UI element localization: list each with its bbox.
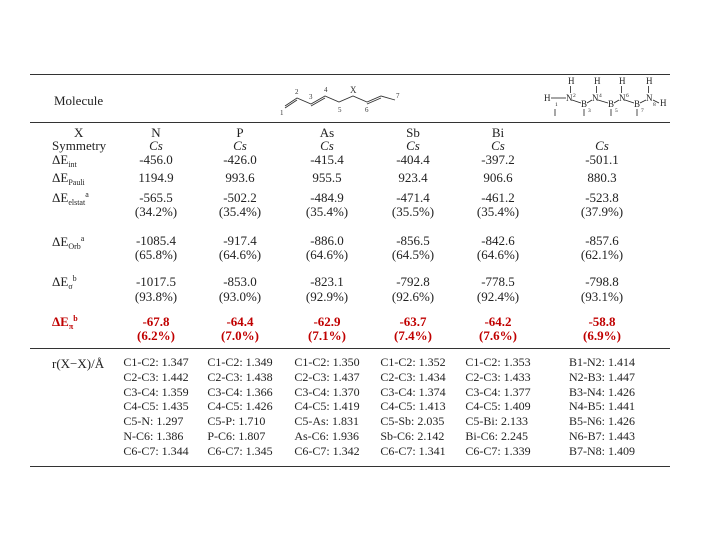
de-sigma-percent: (92.6%) [391,289,435,304]
de-pauli-value: 880.3 [587,170,617,185]
atom-h: H [544,93,551,103]
de-int-value: -415.4 [310,152,344,167]
atom-index: 1 [555,102,558,108]
de-sigma-percent: (92.9%) [305,289,349,304]
atom-index: 5 [615,108,618,114]
bond-length-entry: N-C6: 1.386 [123,428,184,443]
bond-length-entry: C6-C7: 1.345 [207,443,273,458]
bond-length-entry: C4-C5: 1.413 [380,399,446,414]
symmetry-value: Cs [406,138,420,153]
de-pauli-value: 923.4 [398,170,428,185]
bond-length-entry: C3-C4: 1.366 [207,384,273,399]
bond-length-entry: C5-P: 1.710 [207,414,266,429]
energy-decomposition-table [30,74,670,467]
row-label-de-elstat: $\Delta E_{elstat}^a$ [52,190,89,207]
de-elstat-percent: (35.4%) [218,204,262,219]
de-sigma-value: -778.5 [481,274,515,289]
de-elstat-value: -484.9 [310,190,344,205]
bond-length-entry: C2-C3: 1.437 [294,369,360,384]
symmetry-value: Cs [149,138,163,153]
row-label-de-orb: $\Delta E_{Orb}^a$ [52,234,85,251]
de-pi-percent: (7.6%) [479,328,517,343]
de-elstat-value: -565.5 [139,190,173,205]
de-orb-value: -856.5 [396,233,430,248]
de-elstat-value: -461.2 [481,190,515,205]
atom-index: 6 [626,93,629,99]
de-int-value: -426.0 [223,152,257,167]
bond-length-entry: C3-C4: 1.374 [380,384,446,399]
atom-n: N [566,93,573,103]
atom-index: 3 [588,108,591,114]
de-orb-value: -886.0 [310,233,344,248]
de-pauli-value: 993.6 [225,170,255,185]
de-pauli-value: 1194.9 [138,170,174,185]
de-pi-value: -67.8 [142,314,170,329]
symmetry-value: Cs [320,138,334,153]
de-elstat-percent: (35.4%) [305,204,349,219]
atom-n: N [592,93,599,103]
symmetry-value: Cs [233,138,247,153]
bond-length-entry: N6-B7: 1.443 [569,428,635,443]
de-orb-percent: (64.5%) [391,247,435,262]
atom-index: 4 [599,93,602,99]
column-header-bi: Bi [491,125,505,140]
bond-length-entry: N2-B3: 1.447 [569,369,635,384]
bond-length-entry: C3-C4: 1.359 [123,384,189,399]
polyene-structure-diagram [275,84,410,117]
diagram-label: 4 [324,86,328,94]
bond-length-entry: C1-C2: 1.347 [123,355,189,369]
bond-length-entry: B5-N6: 1.426 [569,414,635,429]
de-pi-percent: (7.1%) [308,328,346,343]
symmetry-label: Symmetry [52,138,107,153]
de-elstat-value: -523.8 [585,190,619,205]
molecule-label: Molecule [54,93,104,108]
de-pi-value: -64.2 [484,314,512,329]
atom-h: H [646,76,653,86]
de-pauli-value: 906.6 [483,170,513,185]
column-header-p: P [236,125,244,140]
diagram-label: 7 [396,92,400,100]
de-sigma-percent: (93.0%) [218,289,262,304]
de-int-value: -397.2 [481,152,515,167]
atom-n: N [619,93,626,103]
table-bottom-rule [30,466,670,467]
bond-length-entry: C1-C2: 1.352 [380,355,446,369]
bond-length-entry: B1-N2: 1.414 [569,355,635,369]
de-pi-value: -63.7 [399,314,427,329]
bond-length-entry: C3-C4: 1.377 [465,384,531,399]
row-label-de-pauli: $\Delta E_{Pauli}$ [52,170,85,187]
column-header-as: As [319,125,335,140]
de-orb-value: -917.4 [223,233,257,248]
symmetry-value: Cs [595,138,609,153]
de-pi-value: -62.9 [313,314,341,329]
de-elstat-percent: (35.5%) [391,204,435,219]
bond-length-entry: B7-N8: 1.409 [569,443,635,458]
de-pauli-value: 955.5 [312,170,342,185]
bond-length-entry: C5-Bi: 2.133 [465,414,528,429]
atom-h: H [568,76,575,86]
bn-chain-structure-diagram [542,76,667,122]
bond-length-entry: C6-C7: 1.341 [380,443,446,458]
de-orb-percent: (64.6%) [218,247,262,262]
de-pi-value: -58.8 [588,314,616,329]
de-int-value: -501.1 [585,152,619,167]
x-label: X [74,125,84,140]
atom-b: B [608,99,615,109]
atom-h: H [619,76,626,86]
de-sigma-value: -823.1 [310,274,344,289]
diagram-label: 2 [295,88,299,96]
row-label-de-pi: $\Delta E_\pi^b$ [52,314,78,331]
bond-length-entry: C1-C2: 1.353 [465,355,531,369]
header-divider-rule [30,122,670,123]
diagram-label: 3 [309,93,313,101]
de-pi-percent: (7.0%) [221,328,259,343]
diagram-label: 1 [280,109,284,117]
de-pi-value: -64.4 [226,314,254,329]
de-sigma-value: -853.0 [223,274,257,289]
bond-length-entry: C4-C5: 1.409 [465,399,531,414]
bond-length-entry: C1-C2: 1.349 [207,355,273,369]
diagram-label: 5 [338,106,342,114]
bond-length-entry: C6-C7: 1.344 [123,443,189,458]
de-orb-percent: (64.6%) [476,247,520,262]
atom-b: B [581,99,588,109]
bond-length-column-p [207,355,272,459]
bond-length-entry: C3-C4: 1.370 [294,384,360,399]
bond-length-entry: N4-B5: 1.441 [569,399,635,414]
bond-length-column-n [123,355,188,459]
bond-length-label: r(X−X)/Å [52,356,105,371]
bond-length-entry: C2-C3: 1.442 [123,369,189,384]
de-pi-percent: (7.4%) [394,328,432,343]
symmetry-value: Cs [491,138,505,153]
de-orb-value: -842.6 [481,233,515,248]
bond-length-column-bn [569,355,635,459]
diagram-label: X [350,85,357,95]
row-label-de-sigma: $\Delta E_\sigma^b$ [52,274,77,291]
bond-length-entry: As-C6: 1.936 [294,428,359,443]
table-top-rule [30,74,670,75]
de-orb-value: -1085.4 [135,233,177,248]
de-sigma-percent: (93.8%) [134,289,178,304]
bond-length-entry: C2-C3: 1.434 [380,369,446,384]
bond-length-entry: C1-C2: 1.350 [294,355,360,369]
bond-length-column-sb [380,355,445,459]
bond-length-entry: C2-C3: 1.438 [207,369,273,384]
bond-length-entry: C2-C3: 1.433 [465,369,531,384]
de-sigma-percent: (92.4%) [476,289,520,304]
diagram-label: 6 [365,106,369,114]
bond-length-entry: C5-As: 1.831 [294,414,359,429]
bond-length-column-bi [465,355,530,459]
bond-length-entry: C6-C7: 1.339 [465,443,531,458]
de-elstat-percent: (35.4%) [476,204,520,219]
atom-index: 2 [573,93,576,99]
atom-b: B [634,99,641,109]
de-orb-percent: (64.6%) [305,247,349,262]
column-header-sb: Sb [406,125,420,140]
de-int-value: -456.0 [139,152,173,167]
atom-index: 7 [641,108,644,114]
atom-n: N [646,93,653,103]
de-elstat-value: -502.2 [223,190,257,205]
bond-length-entry: C4-C5: 1.419 [294,399,360,414]
bond-length-entry: Bi-C6: 2.245 [465,428,528,443]
de-sigma-percent: (93.1%) [580,289,624,304]
atom-h: H [660,98,667,108]
bond-length-entry: B3-N4: 1.426 [569,384,635,399]
de-sigma-value: -1017.5 [135,274,177,289]
bond-length-column-as [294,355,359,459]
section-divider-rule [30,348,670,349]
de-orb-percent: (65.8%) [134,247,178,262]
row-label-de-int: $\Delta E_{int}$ [52,152,77,169]
de-pi-percent: (6.9%) [583,328,621,343]
bond-length-entry: C5-N: 1.297 [123,414,184,429]
de-int-value: -404.4 [396,152,430,167]
de-elstat-value: -471.4 [396,190,430,205]
bond-length-entry: C6-C7: 1.342 [294,443,360,458]
de-elstat-percent: (37.9%) [580,204,624,219]
bond-length-entry: Sb-C6: 2.142 [380,428,445,443]
bond-length-entry: C4-C5: 1.426 [207,399,273,414]
bond-length-entry: C5-Sb: 2.035 [380,414,445,429]
de-sigma-value: -792.8 [396,274,430,289]
bond-length-entry: C4-C5: 1.435 [123,399,189,414]
column-header-n: N [151,125,161,140]
de-orb-value: -857.6 [585,233,619,248]
de-pi-percent: (6.2%) [137,328,175,343]
atom-index: 8 [653,102,656,108]
de-elstat-percent: (34.2%) [134,204,178,219]
atom-h: H [594,76,601,86]
de-sigma-value: -798.8 [585,274,619,289]
de-orb-percent: (62.1%) [580,247,624,262]
bond-length-entry: P-C6: 1.807 [207,428,266,443]
